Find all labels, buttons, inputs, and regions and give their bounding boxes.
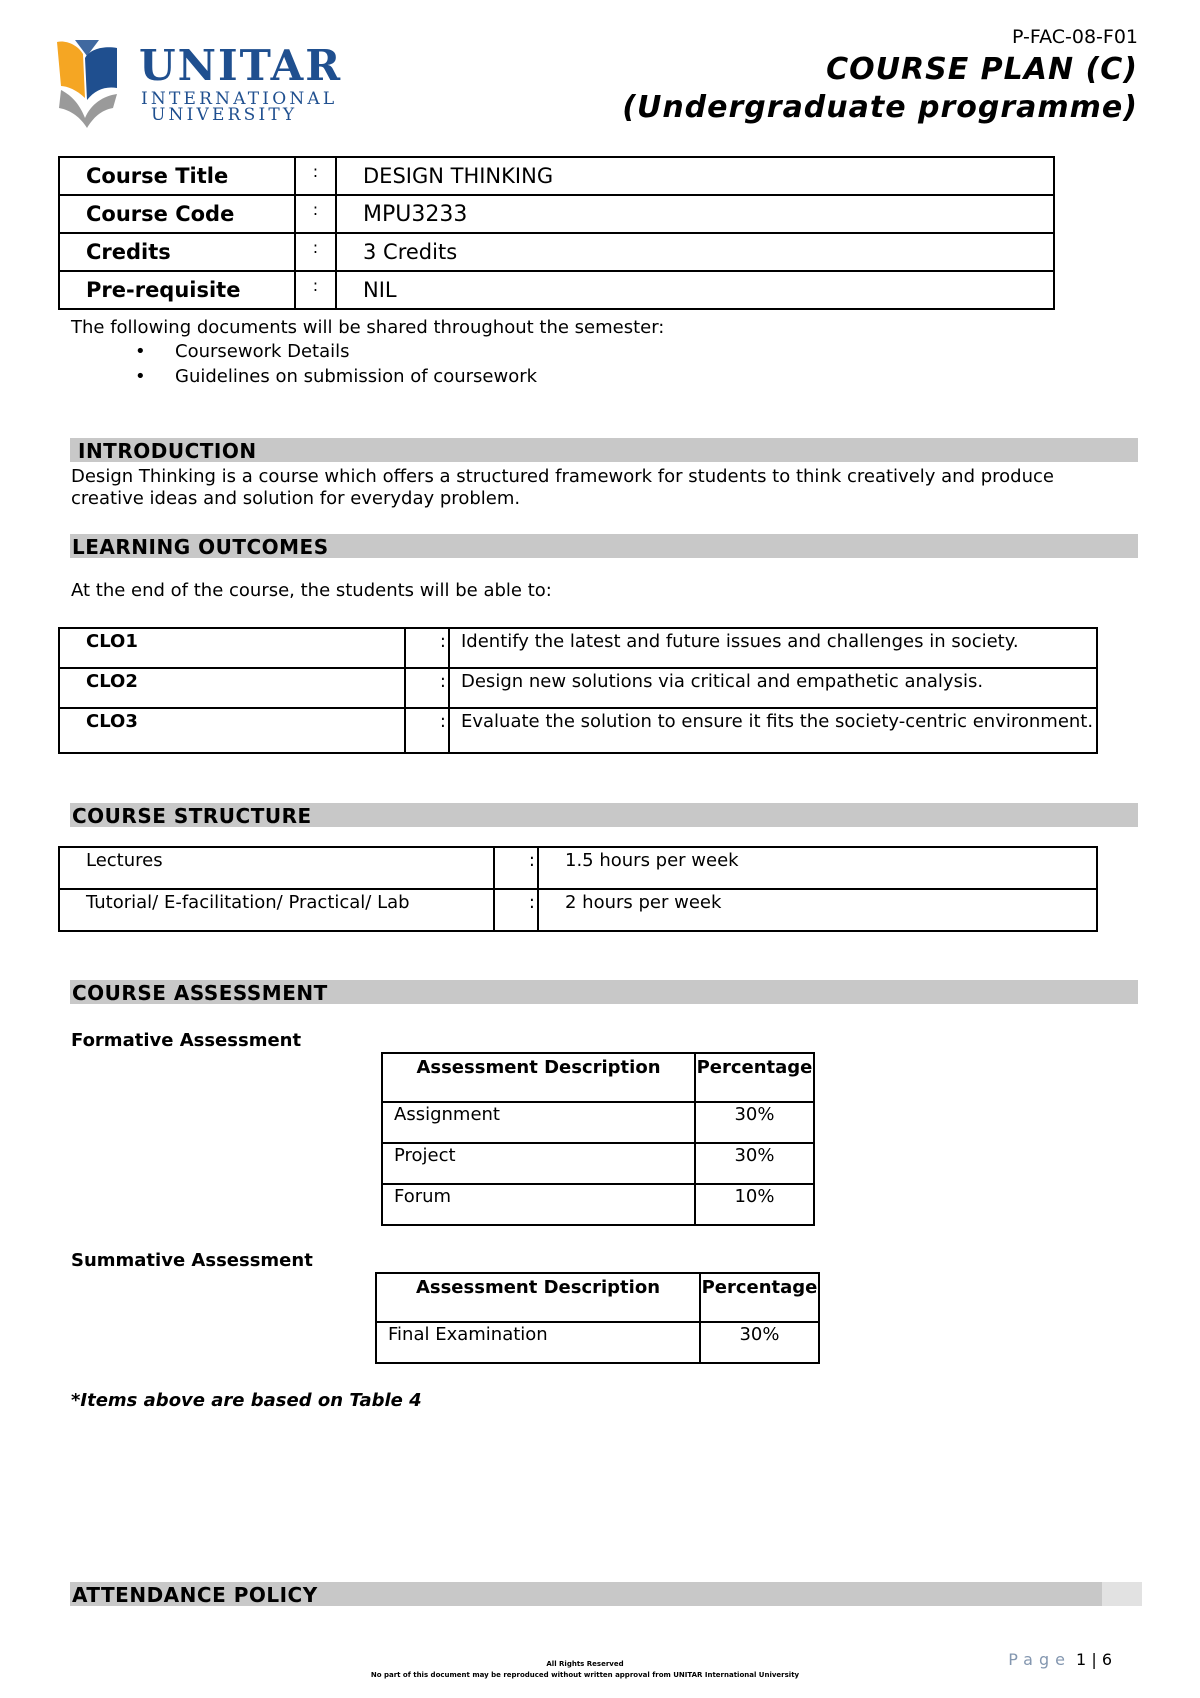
learning-outcomes-section-bar xyxy=(70,534,1138,558)
table-row xyxy=(59,668,1097,708)
form-code: P-FAC-08-F01 xyxy=(1011,26,1138,48)
clo-sep: : xyxy=(405,668,449,708)
course-info-row xyxy=(59,195,1054,233)
attendance-policy-section-bar xyxy=(70,1582,1142,1606)
table-header-row xyxy=(376,1273,819,1322)
course-info-label: Pre-requisite xyxy=(59,271,295,309)
list-item xyxy=(135,341,350,362)
column-header-percentage: Percentage xyxy=(700,1273,819,1322)
table-row xyxy=(59,889,1097,931)
structure-sep: : xyxy=(494,889,538,931)
clo-table xyxy=(58,627,1098,754)
section-heading: ATTENDANCE POLICY xyxy=(72,1583,318,1607)
documents-intro: The following documents will be shared throughout the semester: xyxy=(71,317,665,338)
course-info-sep: : xyxy=(295,233,336,271)
column-header-description: Assessment Description xyxy=(382,1053,695,1102)
course-info-row xyxy=(59,271,1054,309)
section-heading: INTRODUCTION xyxy=(78,439,257,463)
table-row xyxy=(59,708,1097,753)
table-header-row xyxy=(382,1053,814,1102)
course-info-label: Course Title xyxy=(59,157,295,195)
summative-heading: Summative Assessment xyxy=(71,1250,313,1271)
table-row xyxy=(59,628,1097,668)
table-row xyxy=(382,1143,814,1184)
section-heading: COURSE STRUCTURE xyxy=(72,804,312,828)
structure-sep: : xyxy=(494,847,538,889)
unitar-logo xyxy=(55,38,345,130)
course-info-value: DESIGN THINKING xyxy=(336,157,1054,195)
clo-code: CLO1 xyxy=(59,628,405,668)
course-structure-table xyxy=(58,846,1098,932)
formative-heading: Formative Assessment xyxy=(71,1030,302,1051)
section-heading: COURSE ASSESSMENT xyxy=(72,981,328,1005)
learning-outcomes-intro: At the end of the course, the students will be able to: xyxy=(71,580,552,601)
list-item-text: Guidelines on submission of coursework xyxy=(175,366,538,387)
page-subtitle: (Undergraduate programme) xyxy=(622,90,1138,125)
course-info-row xyxy=(59,233,1054,271)
list-item-text: Coursework Details xyxy=(175,341,350,362)
course-info-row xyxy=(59,157,1054,195)
clo-sep: : xyxy=(405,628,449,668)
clo-text: Identify the latest and future issues and challenges in society. xyxy=(449,628,1097,668)
page-sep: | xyxy=(1091,1650,1097,1669)
structure-value: 1.5 hours per week xyxy=(538,847,1097,889)
course-info-label: Course Code xyxy=(59,195,295,233)
assessment-desc: Project xyxy=(382,1143,695,1184)
course-info-sep: : xyxy=(295,271,336,309)
course-info-label: Credits xyxy=(59,233,295,271)
course-info-table xyxy=(58,156,1055,310)
table-row xyxy=(376,1322,819,1363)
structure-label: Lectures xyxy=(59,847,494,889)
clo-code: CLO2 xyxy=(59,668,405,708)
logo-line3: UNIVERSITY xyxy=(151,105,298,125)
bullet-icon: • xyxy=(135,341,146,362)
column-header-percentage: Percentage xyxy=(695,1053,814,1102)
assessment-pct: 30% xyxy=(695,1143,814,1184)
logo-name: UNITAR xyxy=(139,41,343,90)
page-title: COURSE PLAN (C) xyxy=(826,52,1138,87)
course-assessment-section-bar xyxy=(70,980,1138,1004)
column-header-description: Assessment Description xyxy=(376,1273,700,1322)
table-row xyxy=(382,1184,814,1225)
section-heading: LEARNING OUTCOMES xyxy=(72,535,329,559)
course-info-value: 3 Credits xyxy=(336,233,1054,271)
summative-assessment-table xyxy=(375,1272,820,1364)
structure-label: Tutorial/ E-facilitation/ Practical/ Lab xyxy=(59,889,494,931)
assessment-desc: Assignment xyxy=(382,1102,695,1143)
formative-assessment-table xyxy=(381,1052,815,1226)
table-row xyxy=(59,847,1097,889)
page-current: 1 xyxy=(1076,1650,1087,1669)
footer-rights-line1: All Rights Reserved xyxy=(546,1660,624,1668)
logo-line2: INTERNATIONAL xyxy=(141,89,338,109)
page-label: Page xyxy=(1008,1650,1071,1669)
course-info-sep: : xyxy=(295,195,336,233)
assessment-pct: 30% xyxy=(695,1102,814,1143)
page-number xyxy=(1008,1650,1112,1669)
footer-rights-line2: No part of this document may be reproduced without written approval from UNITAR International University xyxy=(370,1671,800,1679)
assessment-pct: 10% xyxy=(695,1184,814,1225)
introduction-text: Design Thinking is a course which offers a structured framework for students to think creatively and produce creative ideas and solution for everyday problem. xyxy=(71,466,1054,509)
page-total: 6 xyxy=(1101,1650,1112,1669)
clo-text: Evaluate the solution to ensure it fits the society-centric environment. xyxy=(449,708,1097,753)
course-info-value: MPU3233 xyxy=(336,195,1054,233)
clo-sep: : xyxy=(405,708,449,753)
structure-value: 2 hours per week xyxy=(538,889,1097,931)
introduction-section-bar xyxy=(70,438,1138,462)
assessment-desc: Forum xyxy=(382,1184,695,1225)
table-row xyxy=(382,1102,814,1143)
clo-code: CLO3 xyxy=(59,708,405,753)
clo-text: Design new solutions via critical and empathetic analysis. xyxy=(449,668,1097,708)
table-note: *Items above are based on Table 4 xyxy=(71,1390,422,1411)
course-info-value: NIL xyxy=(336,271,1054,309)
assessment-pct: 30% xyxy=(700,1322,819,1363)
course-structure-section-bar xyxy=(70,803,1138,827)
list-item xyxy=(135,366,537,387)
assessment-desc: Final Examination xyxy=(376,1322,700,1363)
bullet-icon: • xyxy=(135,366,146,387)
course-info-sep: : xyxy=(295,157,336,195)
logo-emblem-icon xyxy=(57,40,117,128)
